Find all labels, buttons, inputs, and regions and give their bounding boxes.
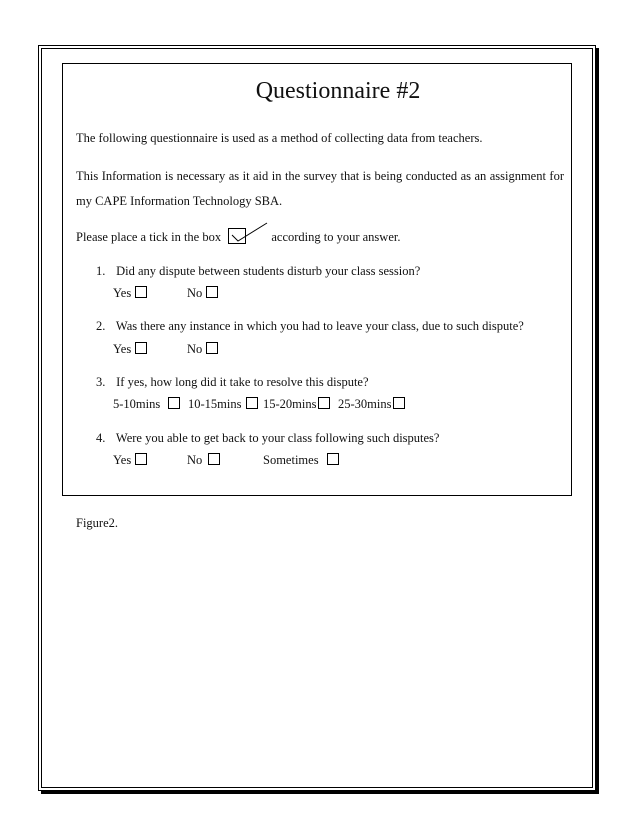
question-2 <box>96 319 524 334</box>
checkbox[interactable] <box>135 453 147 465</box>
option-label: Sometimes <box>263 453 319 467</box>
checkbox[interactable] <box>318 397 330 409</box>
option-no[interactable] <box>187 286 218 301</box>
option-25-30mins[interactable] <box>338 397 405 412</box>
option-label: 25-30mins <box>338 397 392 411</box>
option-label: No <box>187 286 203 300</box>
option-15-20mins[interactable] <box>263 397 330 412</box>
option-label: 15-20mins <box>263 397 317 411</box>
info-text: This Information is necessary as it aid in the survey that is being conducted as an assignment for my CAPE Information Technology SBA. <box>76 169 564 208</box>
option-label: Yes <box>113 286 132 300</box>
question-text: Were you able to get back to your class following such disputes? <box>115 431 440 445</box>
checkbox[interactable] <box>206 342 218 354</box>
question-1 <box>96 264 420 279</box>
question-3 <box>96 375 369 390</box>
intro-text: The following questionnaire is used as a method of collecting data from teachers. <box>76 131 483 145</box>
question-4 <box>96 431 439 446</box>
question-text: If yes, how long did it take to resolve this dispute? <box>116 375 369 389</box>
option-yes[interactable] <box>113 286 147 301</box>
option-yes[interactable] <box>113 342 147 357</box>
instruction-pre: Please place a tick in the box <box>76 230 222 244</box>
option-sometimes[interactable] <box>263 453 339 468</box>
option-yes[interactable] <box>113 453 147 468</box>
checkbox[interactable] <box>206 286 218 298</box>
question-text: Did any dispute between students disturb your class session? <box>116 264 421 278</box>
checkbox[interactable] <box>135 342 147 354</box>
option-5-10mins[interactable] <box>113 397 180 412</box>
question-number: 2. <box>96 319 106 333</box>
option-no[interactable] <box>187 342 218 357</box>
option-10-15mins[interactable] <box>188 397 258 412</box>
option-label: 5-10mins <box>113 397 161 411</box>
checkbox[interactable] <box>246 397 258 409</box>
question-number: 3. <box>96 375 106 389</box>
questionnaire-title: Questionnaire #2 <box>255 78 421 104</box>
option-label: Yes <box>113 453 132 467</box>
question-number: 1. <box>96 264 106 278</box>
checkbox[interactable] <box>168 397 180 409</box>
figure-caption: Figure2. <box>76 516 119 530</box>
checkbox[interactable] <box>327 453 339 465</box>
instruction-line <box>76 228 400 245</box>
tick-example-icon <box>228 228 246 244</box>
question-text: Was there any instance in which you had to leave your class, due to such dispute? <box>115 319 524 333</box>
option-label: 10-15mins <box>188 397 242 411</box>
instruction-post: according to your answer. <box>271 230 401 244</box>
option-label: No <box>187 453 203 467</box>
checkbox[interactable] <box>208 453 220 465</box>
question-number: 4. <box>96 431 106 445</box>
checkbox[interactable] <box>135 286 147 298</box>
checkbox[interactable] <box>393 397 405 409</box>
option-label: Yes <box>113 342 132 356</box>
option-no[interactable] <box>187 453 220 468</box>
option-label: No <box>187 342 203 356</box>
